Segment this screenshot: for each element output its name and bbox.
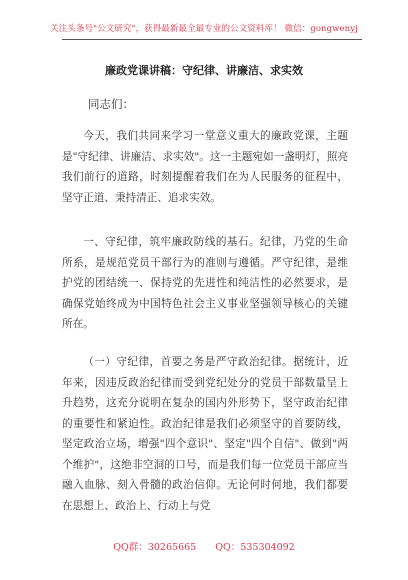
footer-contact: [0, 539, 408, 553]
header-divider: [62, 39, 362, 40]
footer-qq-number: QQ：535304092: [215, 542, 295, 553]
paragraph-intro: 今天，我们共同来学习一堂意义重大的廉政党课，主题是"守纪律、讲廉洁、求实效"。这一主题宛如一盏明灯，照亮我们前行的道路，时刻提醒着我们在为人民服务的征程中，坚守正道、秉持清正、追求实效。: [62, 130, 348, 204]
paragraph-subsection-one: （一）守纪律，首要之务是严守政治纪律。据统计，近年来，因违反政治纪律而受到党纪处分的党员干部数量呈上升趋势，这充分说明在复杂的国内外形势下，坚守政治纪律的重要性和紧迫性。政治纪律是我们必须坚守的首要防线，坚定政治立场，增强"四个意识"、坚定"四个自信"、做到"两个维护"，这绝非空洞的口号，而是我们每一位党员干部应当融入血脉、刻入骨髓的政治信仰。无论何时何地，我们都要在思想上、政治上、行动上与党: [62, 356, 348, 512]
salutation: 同志们：: [88, 97, 134, 111]
header-banner: 关注头条号"公文研究"，获得最新最全最专业的公文资料库！ 微信：gongwenyj: [50, 24, 358, 34]
paragraph-section-one: 一、守纪律，筑牢廉政防线的基石。纪律，乃党的生命所系，是规范党员干部行为的准则与遵循。严守纪律，是维护党的团结统一、保持党的先进性和纯洁性的必然要求，是确保党始终成为中国特色社会主义事业坚强领导核心的关键所在。: [62, 236, 348, 330]
footer-qq-group: QQ群：30265665: [113, 542, 197, 553]
document-title: 廉政党课讲稿：守纪律、讲廉洁、求实效: [105, 64, 303, 77]
